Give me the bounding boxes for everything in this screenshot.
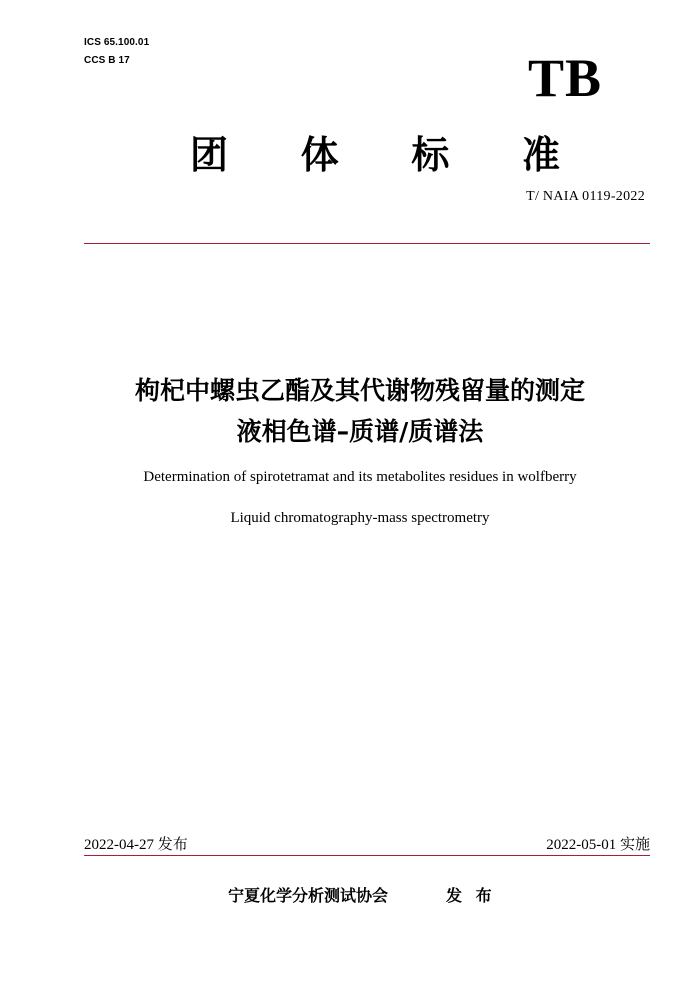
title-english-line-2: Liquid chromatography-mass spectrometry [230,510,490,526]
standard-type-char: 团 [190,133,229,177]
bottom-divider [84,855,650,856]
top-divider [84,243,650,244]
implementation-date: 2022-05-01 实施 [546,837,650,853]
standard-number: T/ NAIA 0119-2022 [526,189,645,204]
issue-date: 2022-04-27 发布 [84,837,188,853]
standard-type-char: 标 [411,133,450,177]
title-chinese-line-2: 液相色谱–质谱/质谱法 [236,417,484,446]
title-chinese-line-1: 枸杞中螺虫乙酯及其代谢物残留量的测定 [134,376,585,405]
tb-logo: TB [527,48,603,108]
ccs-code: CCS B 17 [84,55,130,66]
publish-label: 发 布 [446,886,496,905]
ics-code: ICS 65.100.01 [84,37,150,48]
title-english-line-1: Determination of spirotetramat and its metabolites residues in wolfberry [143,469,577,485]
publisher-name: 宁夏化学分析测试协会 [228,886,389,905]
standard-type-char: 准 [521,133,560,177]
standard-type-char: 体 [300,133,339,177]
standard-type-heading [190,128,560,182]
